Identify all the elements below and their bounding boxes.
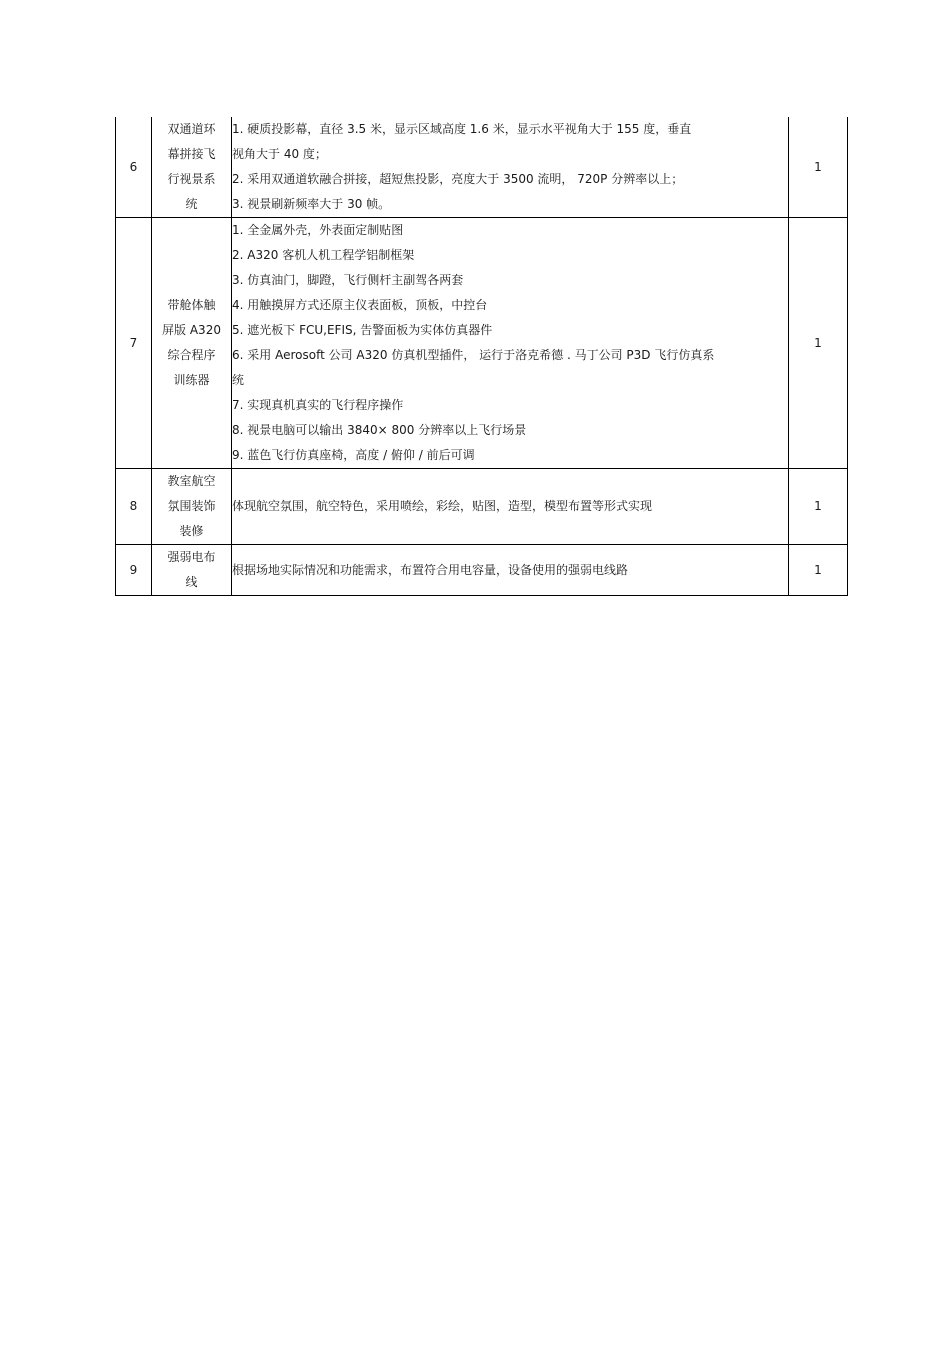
item-description [232,469,789,545]
item-name-line: 幕拼接飞 [167,147,216,161]
item-name-line: 带舱体触 [167,298,216,312]
row-number: 9 [116,545,152,596]
description-line: 1. 全金属外壳，外表面定制贴图 [232,223,404,237]
description-line: 根据场地实际情况和功能需求，布置符合用电容量，设备使用的强弱电线路 [232,562,629,577]
item-name-line: 教室航空 [167,474,216,488]
description-line: 统 [232,373,245,387]
table-row [116,469,848,545]
item-name-line: 统 [185,197,198,211]
item-name-line: 氛围装饰 [167,499,216,513]
description-line: 视角大于 40 度； [232,147,327,161]
description-line: 6. 采用 Aerosoft 公司 A320 仿真机型插件， 运行于洛克希德 . 马丁公司 P3D 飞行仿真系 [232,348,715,362]
item-description [232,117,789,218]
item-name-line: 双通道环 [167,122,216,136]
description-line: 2. 采用双通道软融合拼接，超短焦投影，亮度大于 3500 流明， 720P 分辨率以上； [232,172,684,186]
table-row [116,545,848,596]
item-name-line: 装修 [179,524,204,538]
description-line: 4. 用触摸屏方式还原主仪表面板，顶板，中控台 [232,298,488,312]
row-number: 7 [116,218,152,469]
item-name-line: 线 [185,575,198,589]
item-name-line: 屏版 A320 [162,323,221,337]
description-line: 1. 硬质投影幕，直径 3.5 米，显示区域高度 1.6 米，显示水平视角大于 155 度，垂直 [232,122,692,136]
item-quantity: 1 [789,545,848,596]
table-row [116,218,848,469]
item-description [232,545,789,596]
item-name [152,469,232,545]
description-line: 3. 视景刷新频率大于 30 帧。 [232,197,391,211]
item-quantity: 1 [789,469,848,545]
item-quantity: 1 [789,218,848,469]
item-name-line: 行视景系 [167,172,216,186]
description-line: 7. 实现真机真实的飞行程序操作 [232,398,404,412]
item-name [152,117,232,218]
item-description [232,218,789,469]
description-line: 3. 仿真油门，脚蹬，飞行侧杆主副驾各两套 [232,273,464,287]
item-name [152,218,232,469]
row-number: 6 [116,117,152,218]
description-line: 5. 遮光板下 FCU,EFIS, 告警面板为实体仿真器件 [232,323,493,337]
description-line: 体现航空氛围，航空特色，采用喷绘，彩绘，贴图，造型，模型布置等形式实现 [232,499,653,513]
description-line: 2. A320 客机人机工程学铝制框架 [232,248,415,262]
item-quantity: 1 [789,117,848,218]
description-line: 9. 蓝色飞行仿真座椅，高度 / 俯仰 / 前后可调 [232,448,475,462]
description-line: 8. 视景电脑可以输出 3840× 800 分辨率以上飞行场景 [232,423,527,437]
table-row [116,117,848,218]
equipment-spec-table [115,117,848,596]
item-name [152,545,232,596]
item-name-line: 综合程序 [167,348,216,362]
item-name-line: 强弱电布 [167,550,216,564]
row-number: 8 [116,469,152,545]
item-name-line: 训练器 [173,373,210,387]
